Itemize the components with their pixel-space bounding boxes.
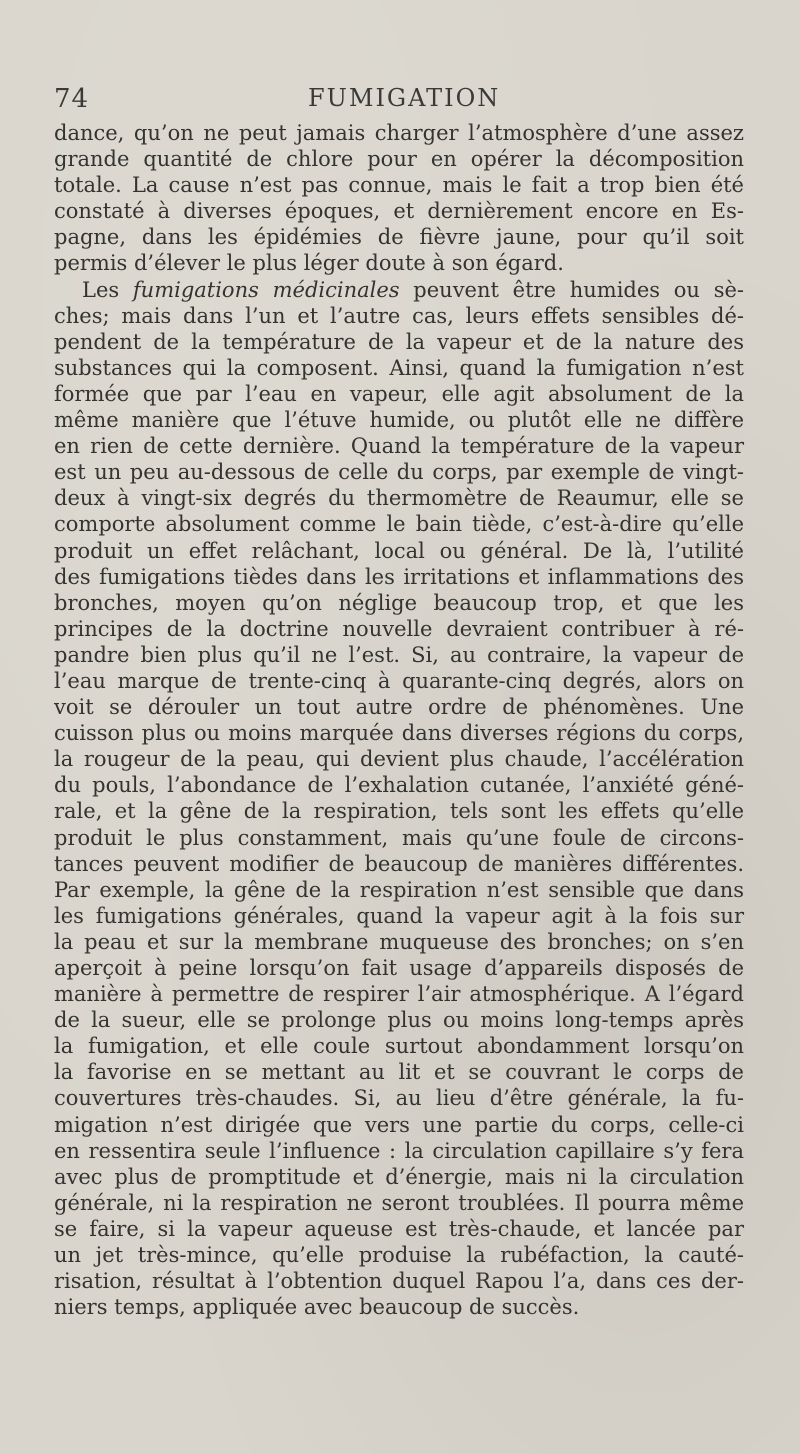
text-line: les fumigations générales, quand la vapeur agit à la fois sur bbox=[54, 903, 744, 928]
text-line: couvertures très-chaudes. Si, au lieu d’être générale, la fu- bbox=[54, 1086, 744, 1111]
text-line: risation, résultat à l’obtention duquel Rapou l’a, dans ces der- bbox=[54, 1269, 744, 1294]
text-line: Par exemple, la gêne de la respiration n’est sensible que dans bbox=[54, 877, 744, 902]
text-line: manière à permettre de respirer l’air atmosphérique. A l’égard bbox=[54, 982, 744, 1007]
text-line: aperçoit à peine lorsqu’on fait usage d’appareils disposés de bbox=[54, 956, 744, 980]
text-line: du pouls, l’abondance de l’exhalation cutanée, l’anxiété géné- bbox=[54, 773, 744, 798]
running-head: FUMIGATION bbox=[308, 84, 501, 112]
text-line: cuisson plus ou moins marquée dans diverses régions du corps, bbox=[54, 721, 744, 746]
text-line: la fumigation, et elle coule surtout abondamment lorsqu’on bbox=[54, 1034, 744, 1059]
text-line: la favorise en se mettant au lit et se couvrant le corps de bbox=[54, 1060, 744, 1085]
text-line: ches; mais dans l’un et l’autre cas, leurs effets sensibles dé- bbox=[54, 303, 744, 328]
text-line: produit un effet relâchant, local ou général. De là, l’utilité bbox=[54, 538, 744, 563]
text-line: pendent de la température de la vapeur et de la nature des bbox=[54, 329, 744, 354]
text-line: niers temps, appliquée avec beaucoup de succès. bbox=[54, 1295, 580, 1320]
para2-rest: peuvent être humides ou sè- bbox=[413, 277, 744, 302]
para2-start: Les bbox=[82, 277, 120, 302]
paragraph-start-line bbox=[54, 277, 744, 303]
text-line: tances peuvent modifier de beaucoup de manières différentes. bbox=[54, 851, 744, 876]
page-header bbox=[54, 84, 746, 124]
text-line: permis d’élever le plus léger doute à son égard. bbox=[54, 251, 564, 276]
text-line: migation n’est dirigée que vers une partie du corps, celle-ci bbox=[54, 1112, 744, 1137]
text-line: l’eau marque de trente-cinq à quarante-cinq degrés, alors on bbox=[54, 668, 744, 693]
text-line: la peau et sur la membrane muqueuse des bronches; on s’en bbox=[54, 929, 744, 954]
text-line: constaté à diverses époques, et dernièrement encore en Es- bbox=[54, 199, 744, 224]
text-line: bronches, moyen qu’on néglige beaucoup trop, et que les bbox=[54, 590, 744, 615]
text-line: pagne, dans les épidémies de fièvre jaune, pour qu’il soit bbox=[54, 225, 744, 250]
text-line: totale. La cause n’est pas connue, mais le fait a trop bien été bbox=[54, 173, 744, 198]
text-line: produit le plus constamment, mais qu’une foule de circons- bbox=[54, 825, 744, 850]
text-line: se faire, si la vapeur aqueuse est très-chaude, et lancée par bbox=[54, 1216, 744, 1241]
text-line: même manière que l’étuve humide, ou plutôt elle ne diffère bbox=[54, 408, 744, 433]
text-line: grande quantité de chlore pour en opérer la décomposition bbox=[54, 147, 744, 172]
text-line: comporte absolument comme le bain tiède, c’est-à-dire qu’elle bbox=[54, 512, 744, 537]
italic-term: fumigations médicinales bbox=[132, 277, 400, 302]
text-line: voit se dérouler un tout autre ordre de phénomènes. Une bbox=[54, 695, 744, 720]
text-line: en rien de cette dernière. Quand la température de la vapeur bbox=[54, 434, 744, 459]
body-text bbox=[54, 120, 744, 1320]
text-line: la rougeur de la peau, qui devient plus chaude, l’accélération bbox=[54, 747, 744, 772]
text-line: des fumigations tièdes dans les irritations et inflammations des bbox=[54, 564, 744, 589]
text-line: pandre bien plus qu’il ne l’est. Si, au contraire, la vapeur de bbox=[54, 642, 744, 667]
text-line: formée que par l’eau en vapeur, elle agit absolument de la bbox=[54, 381, 744, 406]
text-line: dance, qu’on ne peut jamais charger l’atmosphère d’une assez bbox=[54, 121, 744, 145]
text-line: principes de la doctrine nouvelle devraient contribuer à ré- bbox=[54, 616, 744, 641]
text-line: générale, ni la respiration ne seront troublées. Il pourra même bbox=[54, 1190, 744, 1215]
text-line: avec plus de promptitude et d’énergie, mais ni la circulation bbox=[54, 1164, 744, 1189]
text-line: est un peu au-dessous de celle du corps, par exemple de vingt- bbox=[54, 460, 744, 485]
text-line: rale, et la gêne de la respiration, tels sont les effets qu’elle bbox=[54, 799, 744, 824]
text-line: en ressentira seule l’influence : la circulation capillaire s’y fera bbox=[54, 1138, 744, 1163]
text-line: deux à vingt-six degrés du thermomètre de Reaumur, elle se bbox=[54, 486, 744, 511]
text-line: de la sueur, elle se prolonge plus ou moins long-temps après bbox=[54, 1008, 744, 1033]
text-line: substances qui la composent. Ainsi, quand la fumigation n’est bbox=[54, 355, 744, 380]
text-line: un jet très-mince, qu’elle produise la rubéfaction, la cauté- bbox=[54, 1243, 744, 1268]
page-number: 74 bbox=[54, 84, 90, 114]
